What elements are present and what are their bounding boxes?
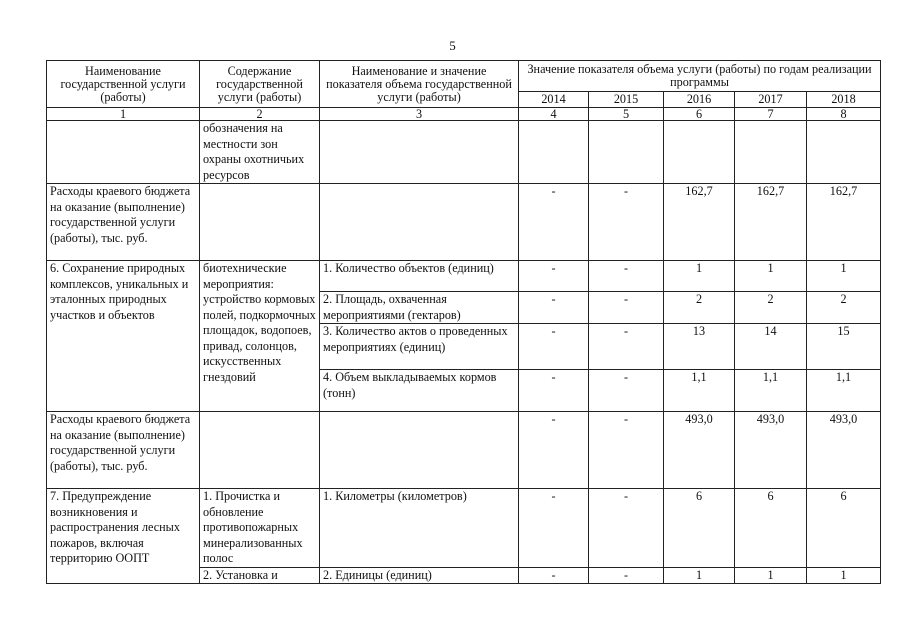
value-cell: -	[519, 567, 589, 584]
indicator-cell: 2. Площадь, охваченная мероприятиями (гектаров)	[320, 292, 519, 324]
value-cell: 6	[807, 489, 881, 568]
value-cell: 1	[664, 567, 735, 584]
value-cell: 15	[807, 324, 881, 370]
value-cell	[807, 121, 881, 184]
value-cell	[519, 121, 589, 184]
indicator-cell: 1. Километры (километров)	[320, 489, 519, 568]
column-number: 6	[664, 108, 735, 121]
column-number: 2	[200, 108, 320, 121]
service-cell: 7. Предупреждение возникновения и распространения лесных пожаров, включая территорию ООПТ	[47, 489, 200, 584]
value-cell: -	[519, 324, 589, 370]
indicator-cell: 3. Количество актов о проведенных мероприятиях (единиц)	[320, 324, 519, 370]
service-cell: 6. Сохранение природных комплексов, уникальных и эталонных природных участков и объектов	[47, 261, 200, 412]
header-service-content: Содержание государственной услуги (работы)	[200, 61, 320, 108]
column-number: 4	[519, 108, 589, 121]
page-number: 5	[449, 38, 456, 53]
column-number-row	[47, 108, 881, 121]
value-cell: -	[519, 261, 589, 292]
content-cell	[200, 184, 320, 261]
column-number: 5	[589, 108, 664, 121]
value-cell: 162,7	[735, 184, 807, 261]
column-number: 3	[320, 108, 519, 121]
indicator-cell	[320, 184, 519, 261]
column-number: 1	[47, 108, 200, 121]
value-cell: -	[519, 370, 589, 412]
value-cell: 1	[735, 261, 807, 292]
table-row	[47, 184, 881, 261]
value-cell: 1,1	[664, 370, 735, 412]
value-cell: 13	[664, 324, 735, 370]
value-cell: 1	[735, 567, 807, 584]
column-number: 8	[807, 108, 881, 121]
content-cell: 1. Прочистка и обновление противопожарных минерализованных полос	[200, 489, 320, 568]
service-cell: Расходы краевого бюджета на оказание (выполнение) государственной услуги (работы), тыс. руб.	[47, 412, 200, 489]
value-cell: 1	[807, 567, 881, 584]
service-volume-table	[46, 60, 881, 584]
header-year: 2016	[664, 92, 735, 108]
header-service-name: Наименование государственной услуги (работы)	[47, 61, 200, 108]
value-cell: 1	[664, 261, 735, 292]
header-year: 2018	[807, 92, 881, 108]
value-cell: -	[519, 184, 589, 261]
value-cell: 493,0	[735, 412, 807, 489]
table-row	[47, 121, 881, 184]
service-cell: Расходы краевого бюджета на оказание (выполнение) государственной услуги (работы), тыс. руб.	[47, 184, 200, 261]
value-cell: -	[589, 489, 664, 568]
value-cell	[589, 121, 664, 184]
table-row	[47, 261, 881, 292]
value-cell: 493,0	[807, 412, 881, 489]
value-cell: 493,0	[664, 412, 735, 489]
value-cell: -	[589, 412, 664, 489]
indicator-cell	[320, 412, 519, 489]
header-year: 2017	[735, 92, 807, 108]
value-cell: 6	[735, 489, 807, 568]
value-cell	[735, 121, 807, 184]
table-row	[47, 412, 881, 489]
header-indicator: Наименование и значение показателя объема государственной услуги (работы)	[320, 61, 519, 108]
content-cell: обозначения на местности зон охраны охотничьих ресурсов	[200, 121, 320, 184]
value-cell: -	[589, 370, 664, 412]
value-cell: 2	[807, 292, 881, 324]
header-row	[47, 61, 881, 92]
value-cell: -	[589, 567, 664, 584]
value-cell: -	[519, 412, 589, 489]
value-cell: -	[519, 489, 589, 568]
header-year: 2014	[519, 92, 589, 108]
value-cell: -	[589, 324, 664, 370]
content-cell: 2. Установка и	[200, 567, 320, 584]
content-cell	[200, 412, 320, 489]
value-cell: 162,7	[664, 184, 735, 261]
content-cell: биотехнические мероприятия: устройство кормовых полей, подкормочных площадок, водопоев, привад, солонцов, искусственных гнездовий	[200, 261, 320, 412]
header-year: 2015	[589, 92, 664, 108]
value-cell: 2	[664, 292, 735, 324]
indicator-cell: 1. Количество объектов (единиц)	[320, 261, 519, 292]
value-cell: -	[519, 292, 589, 324]
indicator-cell: 4. Объем выкладываемых кормов (тонн)	[320, 370, 519, 412]
table-row	[47, 489, 881, 568]
value-cell: 14	[735, 324, 807, 370]
indicator-cell	[320, 121, 519, 184]
header-years-group: Значение показателя объема услуги (работы) по годам реализации программы	[519, 61, 881, 92]
value-cell: 2	[735, 292, 807, 324]
column-number: 7	[735, 108, 807, 121]
service-cell	[47, 121, 200, 184]
value-cell: 1,1	[807, 370, 881, 412]
value-cell: 1,1	[735, 370, 807, 412]
value-cell: 1	[807, 261, 881, 292]
value-cell: 162,7	[807, 184, 881, 261]
value-cell: 6	[664, 489, 735, 568]
value-cell	[664, 121, 735, 184]
indicator-cell: 2. Единицы (единиц)	[320, 567, 519, 584]
value-cell: -	[589, 261, 664, 292]
value-cell: -	[589, 292, 664, 324]
value-cell: -	[589, 184, 664, 261]
